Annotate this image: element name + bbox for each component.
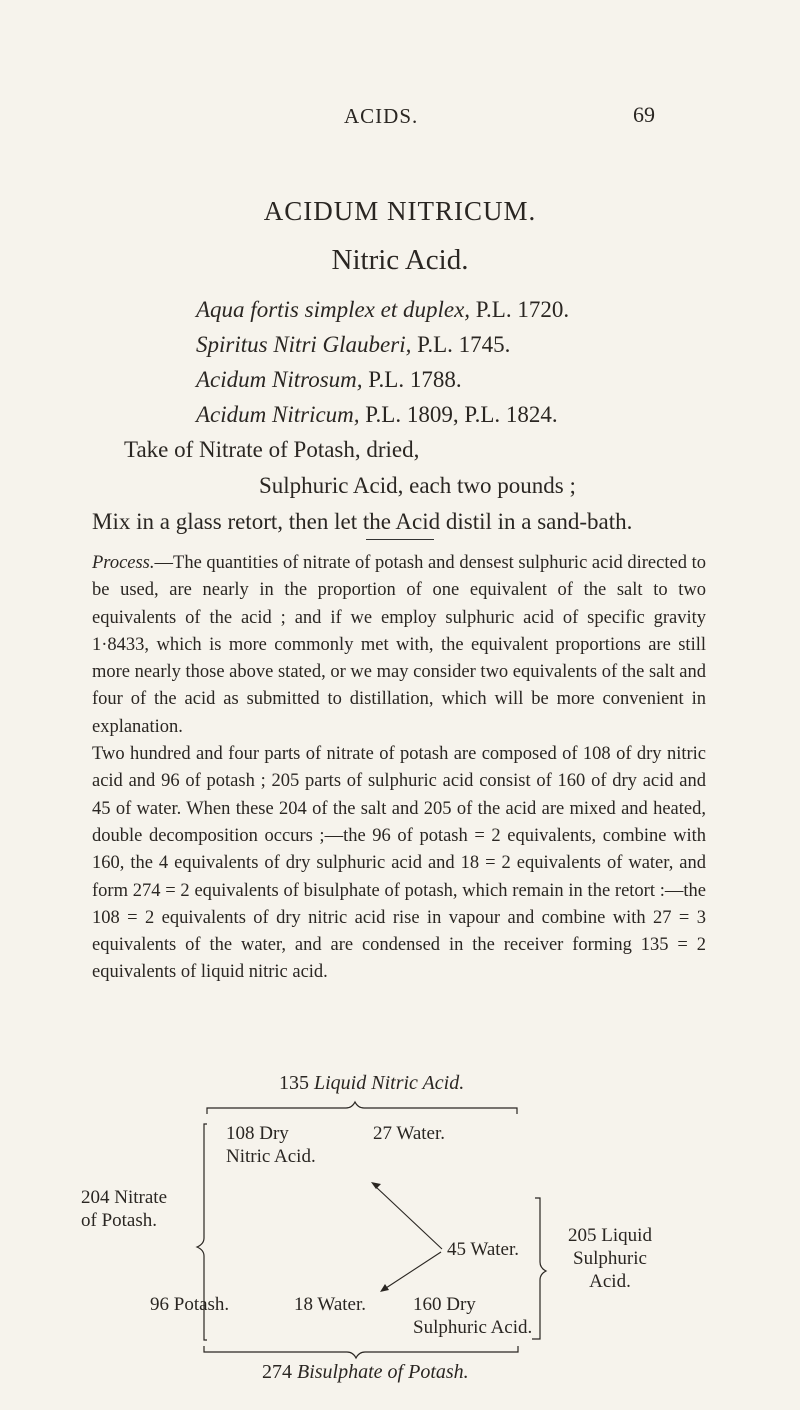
process-lead: Process. [92, 553, 155, 573]
recipe-line: Mix in a glass retort, then let the Acid distil in a sand-bath. [92, 509, 633, 534]
synonym-name: Spiritus Nitri Glauberi, [196, 332, 412, 357]
bottom-brace [204, 1346, 518, 1358]
right-brace [532, 1198, 546, 1339]
synonym-row [196, 362, 569, 397]
dry-sulphuric-label [413, 1293, 532, 1339]
process-text [92, 550, 706, 987]
diagram-bottom-caption [262, 1361, 469, 1384]
diagram-top-caption-text: Liquid Nitric Acid. [314, 1072, 465, 1094]
arrow-line [386, 1252, 441, 1288]
process-paragraph [92, 741, 706, 987]
synonym-ref: P.L. 1745. [417, 332, 511, 357]
nitrate-label-line-2: of Potash. [81, 1210, 157, 1231]
dry-nitric-line-2: Nitric Acid. [226, 1146, 316, 1167]
synonym-ref: P.L. 1809, P.L. 1824. [365, 402, 558, 427]
synonym-name: Acidum Nitricum, [196, 402, 360, 427]
water-27-label: 27 Water. [373, 1123, 445, 1144]
recipe [92, 432, 792, 540]
synonym-row [196, 397, 569, 432]
water-45-label: 45 Water. [447, 1239, 519, 1260]
sulphuric-label-line-2: Sulphuric [573, 1248, 647, 1269]
recipe-line: Sulphuric Acid, each two pounds ; [259, 473, 576, 498]
synonym-name: Acidum Nitrosum, [196, 367, 363, 392]
synonym-ref: P.L. 1720. [475, 297, 570, 322]
sulphuric-label-line-1: 205 Liquid [568, 1225, 652, 1246]
arrow-line [375, 1186, 442, 1249]
page-number: 69 [633, 102, 655, 127]
synonym-row [196, 292, 569, 327]
liquid-sulphuric-label [561, 1224, 659, 1293]
diagram-top-caption [279, 1072, 464, 1095]
dry-nitric-label [226, 1122, 316, 1168]
diagram-bottom-caption-num: 274 [262, 1361, 292, 1383]
synonym-ref: P.L. 1788. [368, 367, 462, 392]
top-brace [207, 1102, 517, 1114]
synonym-list [196, 292, 569, 432]
section-divider [366, 539, 434, 540]
potash-96-label: 96 Potash. [150, 1294, 230, 1315]
process-paragraph-1-text: —The quantities of nitrate of potash and densest sulphuric acid directed to be used, are nearly in the proportion of one equivalent of the salt to two equivalents of the acid ; and if we employ sulphuric acid of specific gravity 1·8433, which is more commonly met with, the equivalent proportions are still more nearly those above stated, or we may consider two equivalents of the salt and four of the acid as submitted to distillation, which will be more convenient in explanation. [92, 553, 706, 737]
running-head-title: ACIDS. [344, 104, 419, 128]
recipe-line: Take of Nitrate of Potash, dried, [124, 437, 420, 462]
synonym-row [196, 327, 569, 362]
dry-sulphuric-line-2: Sulphuric Acid. [413, 1317, 533, 1338]
sulphuric-label-line-3: Acid. [589, 1271, 631, 1292]
running-head [0, 104, 800, 134]
process-paragraph-2-text: Two hundred and four parts of nitrate of potash are composed of 108 of dry nitric acid and 96 of potash ; 205 parts of sulphuric acid consist of 160 of dry acid and 45 of water. When these 204 of the salt and 205 of the acid are mixed and heated, double decomposition occurs ;—the 96 of potash = 2 equivalents, combine with 160, the 4 equivalents of dry sulphuric acid and 18 = 2 equivalents of water, and form 274 = 2 equivalents of bisulphate of potash, which remain in the retort :—the 108 = 2 equivalents of dry nitric acid rise in vapour and combine with 27 = 3 equivalents of the water, and are condensed in the receiver forming 135 = 2 equivalents of liquid nitric acid. [92, 744, 706, 983]
diagram-bottom-caption-text: Bisulphate of Potash. [297, 1361, 469, 1383]
process-paragraph [92, 550, 706, 741]
page-subtitle: Nitric Acid. [331, 244, 469, 276]
dry-nitric-line-1: 108 Dry [226, 1123, 289, 1144]
diagram-top-caption-num: 135 [279, 1072, 309, 1094]
nitrate-label-line-1: 204 Nitrate [81, 1187, 168, 1208]
synonym-name: Aqua fortis simplex et duplex, [196, 297, 471, 322]
nitrate-of-potash-label [81, 1186, 167, 1232]
page-title: ACIDUM NITRICUM. [263, 196, 537, 226]
arrow-head [371, 1182, 381, 1189]
water-18-label: 18 Water. [294, 1294, 366, 1315]
dry-sulphuric-line-1: 160 Dry [413, 1294, 476, 1315]
arrow-head [380, 1284, 389, 1292]
